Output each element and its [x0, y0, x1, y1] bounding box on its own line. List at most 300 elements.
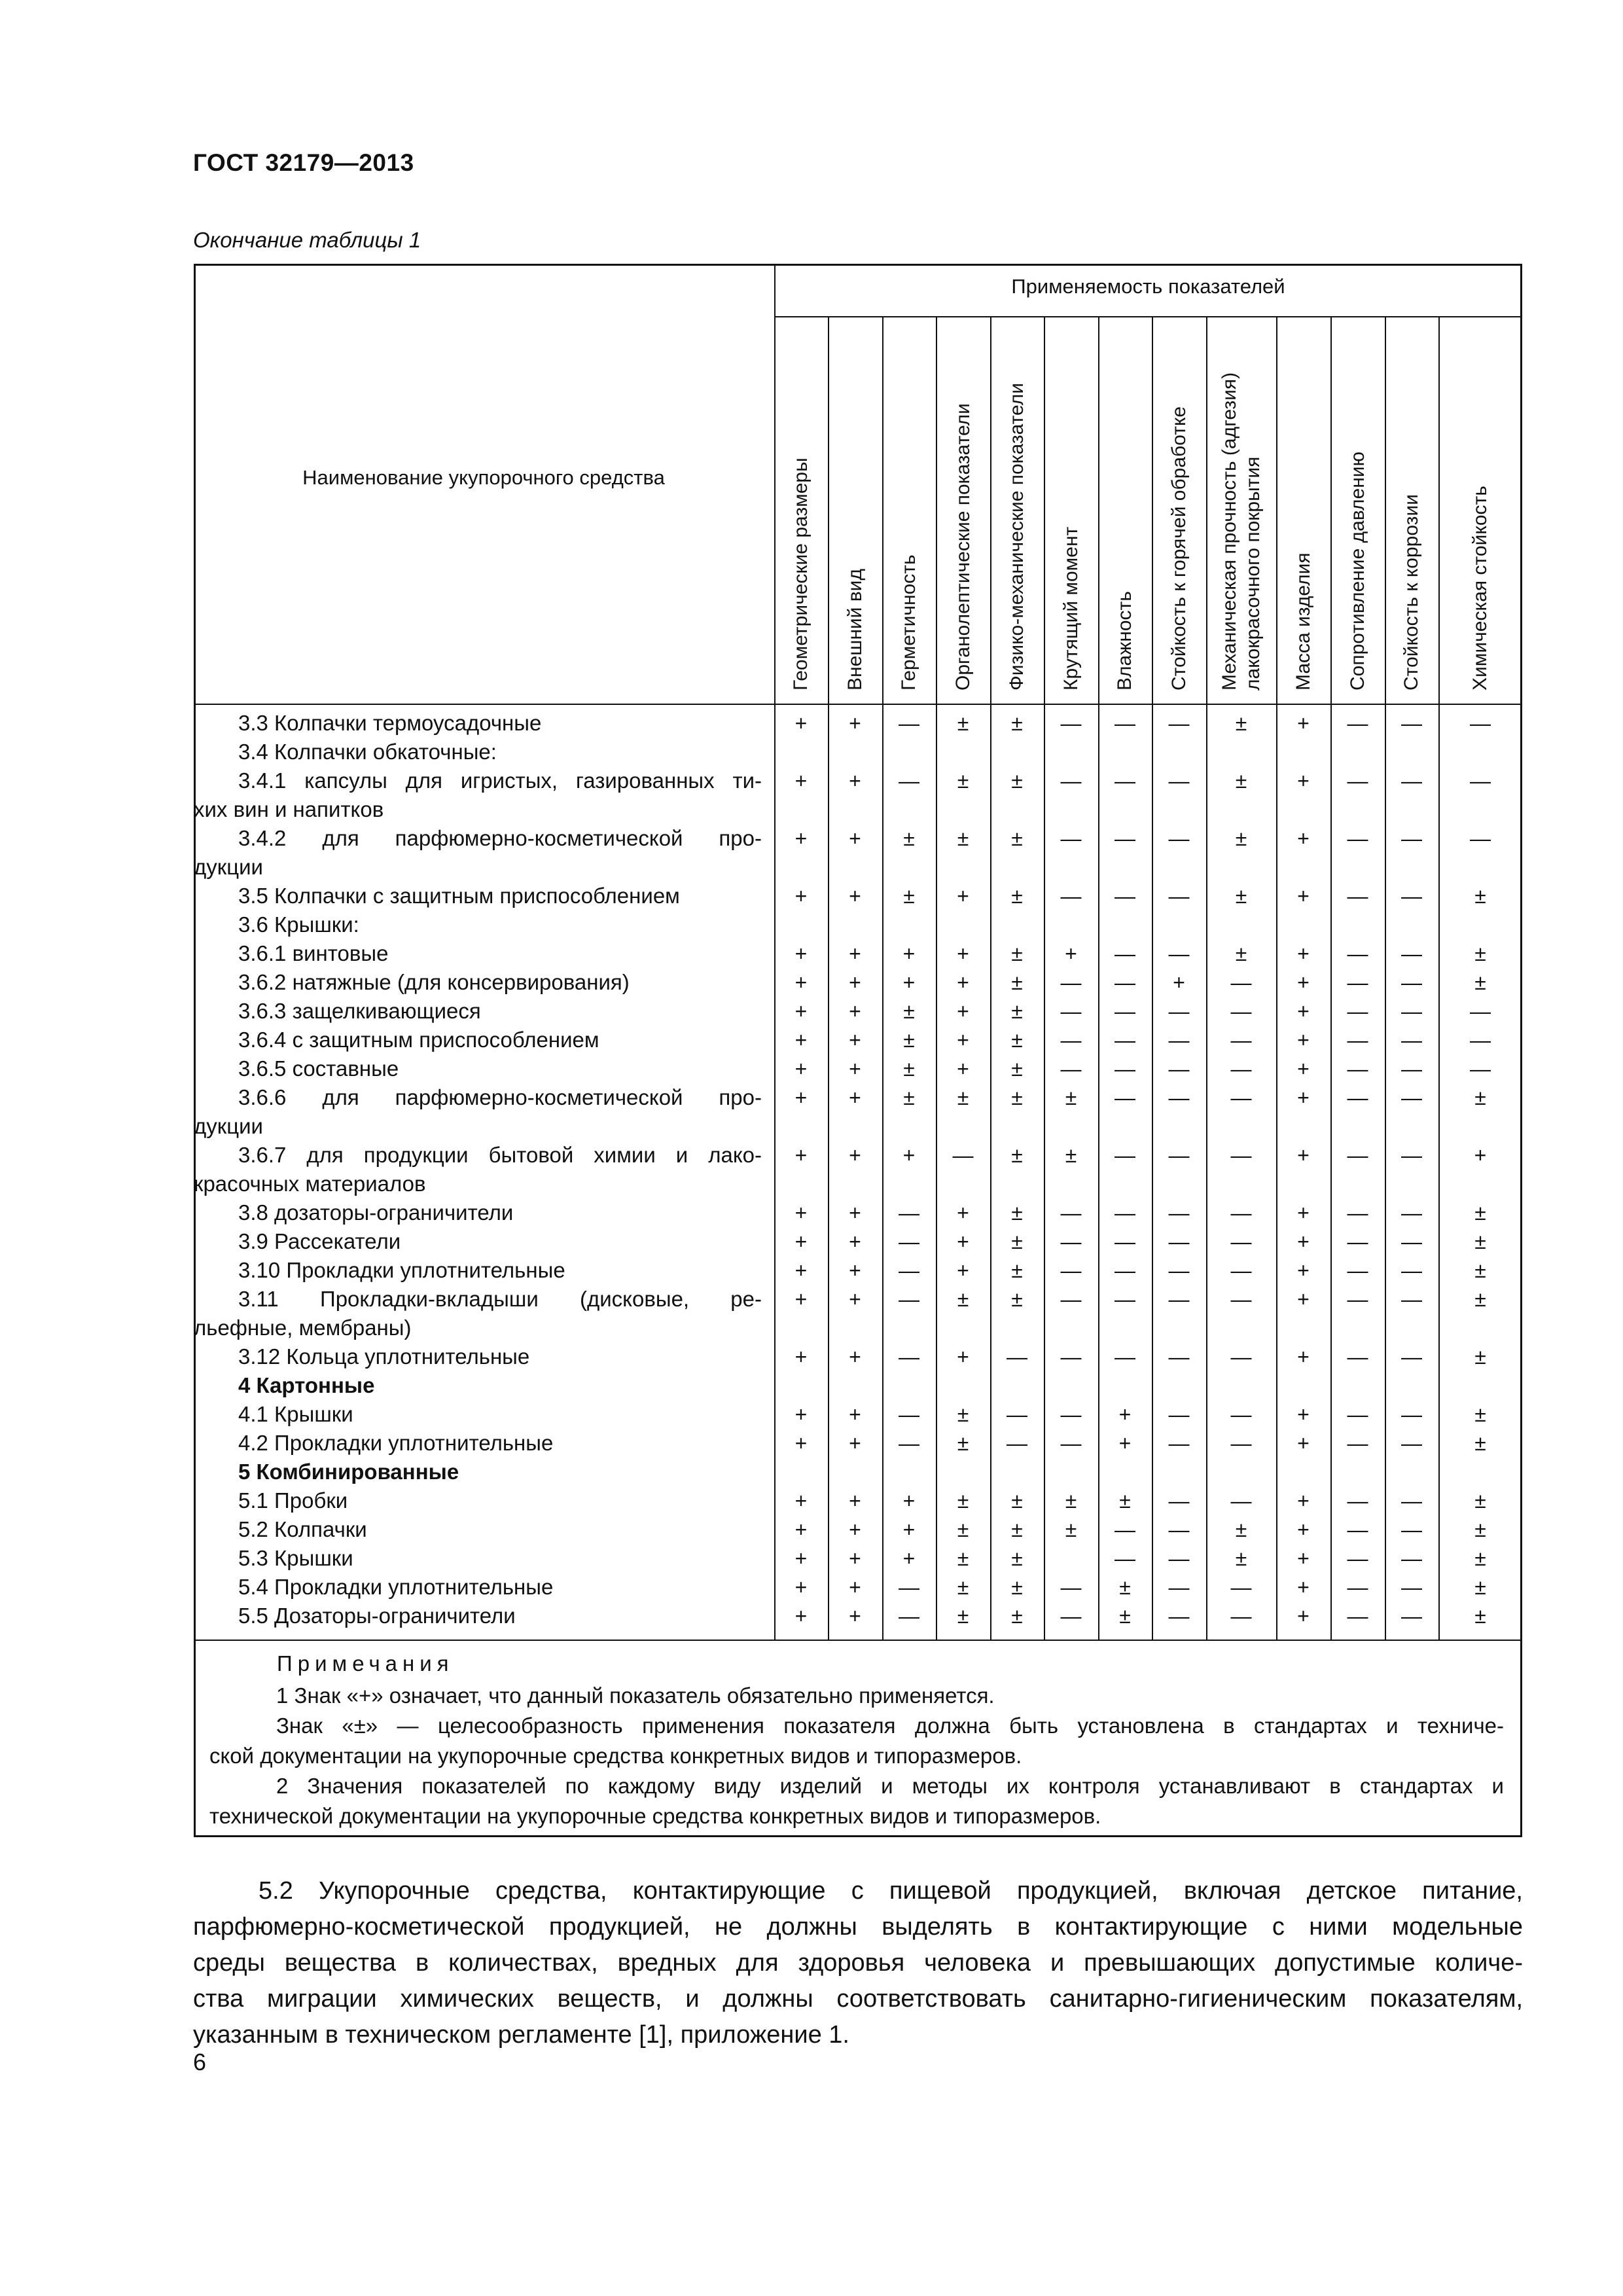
table-cell: +	[849, 1489, 861, 1513]
paragraph-line: указанным в техническом регламенте [1], приложение 1.	[193, 2021, 849, 2049]
table-cell: ±	[1474, 1604, 1486, 1628]
table-cell: +	[957, 1057, 969, 1081]
table-cell: —	[1060, 999, 1082, 1023]
table-cell: +	[957, 1201, 969, 1225]
table-cell: ±	[1011, 1287, 1023, 1311]
table-cell: —	[1347, 1345, 1368, 1369]
table-cell: ±	[1235, 884, 1247, 908]
column-border	[1044, 316, 1045, 1640]
column-header-line: Сопротивление давлению	[1346, 451, 1368, 691]
column-header	[1346, 452, 1370, 691]
table-cell: +	[849, 884, 861, 908]
table-cell: —	[1115, 942, 1135, 965]
table-cell: —	[1401, 1287, 1422, 1311]
column-header	[1400, 494, 1423, 691]
table-cell: —	[1401, 1259, 1422, 1282]
table-cell: ±	[903, 1057, 915, 1081]
table-cell: —	[1347, 971, 1368, 994]
table-cell: ±	[1474, 1259, 1486, 1282]
table-cell: +	[794, 999, 808, 1023]
table-cell: —	[1168, 827, 1190, 850]
table-cell: —	[1230, 1345, 1252, 1369]
column-border	[1330, 316, 1332, 1640]
table-cell: +	[1297, 711, 1310, 735]
table-cell: +	[957, 1230, 969, 1253]
table-cell: +	[794, 1345, 808, 1369]
row-name-line: 3.10 Прокладки уплотнительные	[238, 1258, 565, 1282]
table-cell: +	[1297, 1057, 1310, 1081]
column-header	[1060, 527, 1083, 691]
table-cell: ±	[1119, 1489, 1131, 1513]
table-cell: +	[1297, 1604, 1310, 1628]
table-cell: +	[849, 1431, 861, 1455]
table-cell: ±	[1474, 1230, 1486, 1253]
table-cell: ±	[1235, 1518, 1247, 1541]
table-cell: +	[1297, 1028, 1310, 1052]
row-name-line: 3.4.1 капсулы для игристых, газированных ти-	[238, 768, 762, 793]
row-name-line: 5 Комбинированные	[238, 1460, 459, 1484]
column-border	[1438, 316, 1440, 1640]
table-cell: —	[1230, 1028, 1252, 1052]
column-header-line: Химическая стойкость	[1469, 486, 1491, 691]
table-cell: —	[1401, 1489, 1422, 1513]
table-cell: ±	[1474, 1086, 1486, 1109]
table-cell: ±	[1011, 1259, 1023, 1282]
column-header-line: Стойкость к коррозии	[1400, 494, 1422, 691]
table-cell: +	[794, 1057, 808, 1081]
table-cell: —	[1347, 1201, 1368, 1225]
table-cell: +	[1297, 1345, 1310, 1369]
table-cell: +	[849, 1604, 861, 1628]
column-header-line: Крутящий момент	[1060, 526, 1082, 691]
row-name-line: льефные, мембраны)	[194, 1316, 412, 1340]
table-cell: —	[899, 1345, 919, 1369]
row-name-line: 3.4 Колпачки обкаточные:	[238, 740, 497, 764]
column-header	[1168, 406, 1191, 691]
row-name-line: 4.1 Крышки	[238, 1402, 353, 1426]
table-cell: —	[1230, 1287, 1252, 1311]
document-header: ГОСТ 32179—2013	[193, 149, 414, 176]
table-cell: +	[1297, 971, 1310, 994]
row-name-line: хих вин и напитков	[194, 797, 384, 821]
note-text: ской документации на укупорочные средства конкретных видов и типоразмеров.	[209, 1744, 1022, 1768]
table-cell: +	[1297, 1489, 1310, 1513]
table-cell: +	[1297, 769, 1310, 793]
table-cell: —	[1347, 1143, 1368, 1167]
table-cell: —	[1115, 1201, 1135, 1225]
column-header	[844, 569, 867, 691]
table-row-name	[238, 1256, 762, 1285]
table-cell: ±	[957, 1403, 969, 1426]
table-cell: ±	[1011, 999, 1023, 1023]
paragraph-line: парфюмерно-косметической продукцией, не должны выделять в контактирующие с ними модельные	[193, 1913, 1523, 1941]
paragraph-line: ства миграции химических веществ, и должны соответствовать санитарно-гигиеническим показателям,	[193, 1985, 1523, 2013]
note-line	[209, 1801, 1504, 1831]
column-border	[1098, 316, 1099, 1640]
note-line	[209, 1741, 1504, 1771]
table-cell: +	[902, 942, 916, 965]
table-cell: ±	[1474, 1403, 1486, 1426]
group-header-border	[774, 316, 1522, 317]
table-cell: +	[1297, 1143, 1310, 1167]
row-name-line: 3.12 Кольца уплотнительные	[238, 1344, 530, 1369]
table-cell: ±	[903, 1086, 915, 1109]
column-border	[936, 316, 937, 1640]
table-cell: —	[1115, 711, 1135, 735]
row-name-line: 4.2 Прокладки уплотнительные	[238, 1431, 554, 1455]
table-cell: —	[1470, 1028, 1491, 1052]
table-cell: —	[1060, 1431, 1082, 1455]
table-cell: —	[1347, 942, 1368, 965]
column-header	[1113, 591, 1137, 691]
table-cell: +	[794, 1259, 808, 1282]
table-cell: —	[1230, 1604, 1252, 1628]
table-row-name	[194, 824, 762, 882]
table-cell: +	[794, 1201, 808, 1225]
table-cell: ±	[903, 884, 915, 908]
table-cell: —	[1347, 1230, 1368, 1253]
table-row-name	[238, 1458, 762, 1486]
table-cell: —	[1060, 884, 1082, 908]
row-name-line: 3.6.3 защелкивающиеся	[238, 999, 481, 1023]
table-cell: ±	[1474, 971, 1486, 994]
table-cell: —	[1060, 1057, 1082, 1081]
table-cell: —	[1470, 999, 1491, 1023]
table-cell: +	[902, 1143, 916, 1167]
table-cell: —	[1115, 1345, 1135, 1369]
table-row-name	[238, 1400, 762, 1429]
table-cell: —	[1401, 1086, 1422, 1109]
table-row-name	[238, 1515, 762, 1544]
table-cell: —	[1168, 1403, 1190, 1426]
table-cell: +	[957, 971, 969, 994]
table-cell: ±	[1474, 1201, 1486, 1225]
row-name-line: 4 Картонные	[238, 1373, 375, 1397]
row-name-line: 3.6.1 винтовые	[238, 941, 389, 965]
table-cell: —	[1401, 1431, 1422, 1455]
paragraph-line: среды вещества в количествах, вредных для здоровья человека и превышающих допустимые количе-	[193, 1949, 1523, 1977]
row-name-line: 3.6.5 составные	[238, 1056, 399, 1081]
table-cell: ±	[1011, 827, 1023, 850]
table-cell: ±	[1011, 1547, 1023, 1570]
table-row-name	[238, 997, 762, 1026]
row-name-line: 3.6.2 натяжные (для консервирования)	[238, 970, 630, 994]
table-cell: +	[794, 1287, 808, 1311]
table-cell: —	[1401, 1403, 1422, 1426]
table-cell: —	[1401, 942, 1422, 965]
column-header-line: Органолептические показатели	[952, 403, 974, 691]
table-cell: +	[849, 1518, 861, 1541]
table-cell: ±	[1011, 1057, 1023, 1081]
table-cell: +	[794, 1143, 808, 1167]
table-cell: ±	[1474, 1345, 1486, 1369]
table-cell: —	[1060, 1259, 1082, 1282]
table-cell: +	[849, 1057, 861, 1081]
notes-top-border	[194, 1640, 1522, 1641]
table-cell: —	[1230, 1230, 1252, 1253]
table-cell: +	[849, 1345, 861, 1369]
table-cell: —	[1401, 999, 1422, 1023]
table-cell: +	[1065, 942, 1077, 965]
table-cell: —	[1168, 942, 1190, 965]
table-cell: —	[1347, 711, 1368, 735]
table-cell: —	[1060, 1230, 1082, 1253]
table-cell: —	[1060, 1287, 1082, 1311]
table-row-name	[194, 1083, 762, 1141]
table-row-name	[194, 766, 762, 824]
table-cell: ±	[1011, 942, 1023, 965]
table-cell: +	[794, 711, 808, 735]
table-cell: —	[1115, 1086, 1135, 1109]
column-border	[990, 316, 991, 1640]
row-name-line: 3.5 Колпачки с защитным приспособлением	[238, 884, 680, 908]
table-cell: —	[1347, 1431, 1368, 1455]
table-cell: —	[1230, 1259, 1252, 1282]
table-cell: —	[1115, 999, 1135, 1023]
table-cell: —	[1230, 1086, 1252, 1109]
table-cell: —	[1168, 1345, 1190, 1369]
table-cell: +	[849, 827, 861, 850]
table-cell: +	[957, 942, 969, 965]
note-text: 2 Значения показателей по каждому виду изделий и методы их контроля устанавливают в стандартах и	[276, 1774, 1504, 1798]
table-cell: —	[1230, 999, 1252, 1023]
row-name-line: красочных материалов	[194, 1172, 426, 1196]
table-cell: ±	[1011, 1201, 1023, 1225]
table-cell: —	[1347, 999, 1368, 1023]
table-cell: ±	[1011, 971, 1023, 994]
table-cell: +	[957, 999, 969, 1023]
table-cell: ±	[903, 827, 915, 850]
table-cell: ±	[903, 1028, 915, 1052]
table-cell: —	[1115, 1028, 1135, 1052]
table-cell: +	[794, 884, 808, 908]
table-cell: +	[794, 1431, 808, 1455]
table-cell: +	[849, 999, 861, 1023]
table-cell: +	[794, 1575, 808, 1599]
table-cell: +	[902, 971, 916, 994]
table-cell: —	[1060, 1575, 1082, 1599]
table-cell: —	[1230, 1201, 1252, 1225]
table-cell: —	[1168, 1287, 1190, 1311]
table-cell: —	[1401, 1057, 1422, 1081]
table-cell: —	[1168, 1518, 1190, 1541]
table-row-name	[238, 709, 762, 738]
row-name-line: 3.6.6 для парфюмерно-косметической про-	[238, 1085, 762, 1109]
table-cell: —	[1401, 884, 1422, 908]
table-cell: ±	[957, 1518, 969, 1541]
table-cell: +	[1297, 1518, 1310, 1541]
table-cell: —	[1060, 1604, 1082, 1628]
table-cell: +	[1297, 1403, 1310, 1426]
table-cell: +	[794, 1086, 808, 1109]
table-cell: —	[1230, 1403, 1252, 1426]
table-cell: —	[1115, 971, 1135, 994]
column-header	[1469, 486, 1492, 691]
table-cell: ±	[1011, 884, 1023, 908]
table-cell: ±	[1011, 1518, 1023, 1541]
table-cell: —	[1060, 971, 1082, 994]
table-cell: ±	[1474, 1431, 1486, 1455]
column-header-line: Геометрические размеры	[790, 457, 812, 691]
table-cell: ±	[1474, 942, 1486, 965]
table-cell: —	[1347, 1086, 1368, 1109]
table-cell: —	[1168, 769, 1190, 793]
table-cell: +	[1118, 1431, 1132, 1455]
table-row-name	[238, 1573, 762, 1602]
table-cell: +	[1297, 1547, 1310, 1570]
header-bottom-border	[194, 704, 1522, 705]
table-row-name	[238, 1227, 762, 1256]
column-header-line: Стойкость к горячей обработке	[1168, 406, 1190, 691]
table-cell: —	[1230, 1489, 1252, 1513]
table-cell: +	[1297, 1086, 1310, 1109]
table-cell: —	[1168, 711, 1190, 735]
table-cell: —	[1470, 711, 1491, 735]
table-cell: ±	[1011, 1604, 1023, 1628]
note-line	[209, 1711, 1504, 1741]
table-cell: —	[1470, 1057, 1491, 1081]
row-name-line: 3.11 Прокладки-вкладыши (дисковые, ре-	[238, 1287, 762, 1311]
column-border	[828, 316, 829, 1640]
table-cell: —	[1168, 1431, 1190, 1455]
row-name-line: 3.9 Рассекатели	[238, 1229, 401, 1253]
table-cell: ±	[1119, 1575, 1131, 1599]
table-cell: +	[1118, 1403, 1132, 1426]
row-name-line: 5.5 Дозаторы-ограничители	[238, 1604, 516, 1628]
table-cell: —	[1115, 1057, 1135, 1081]
table-cell: —	[1115, 1259, 1135, 1282]
table-row-name	[238, 1342, 762, 1371]
table-row-name	[194, 1141, 762, 1198]
row-name-line: дукции	[194, 1114, 263, 1138]
table-cell: ±	[1011, 711, 1023, 735]
table-cell: +	[849, 1086, 861, 1109]
table-cell: ±	[957, 1489, 969, 1513]
table-cell: —	[1007, 1345, 1027, 1369]
table-cell: +	[902, 1489, 916, 1513]
note-line	[209, 1771, 1504, 1801]
column-header-line: Масса изделия	[1292, 552, 1314, 691]
table-cell: —	[899, 1431, 919, 1455]
table-cell: ±	[957, 711, 969, 735]
table-cell: —	[1347, 1604, 1368, 1628]
table-cell: —	[1168, 884, 1190, 908]
table-cell: ±	[957, 1604, 969, 1628]
table-cell: ±	[1235, 827, 1247, 850]
table-cell: ±	[1474, 884, 1486, 908]
table-cell: ±	[1474, 1575, 1486, 1599]
table-cell: —	[1347, 1489, 1368, 1513]
table-cell: +	[849, 1259, 861, 1282]
table-cell: —	[1168, 999, 1190, 1023]
table-cell: ±	[957, 1547, 969, 1570]
table-cell: —	[1347, 1403, 1368, 1426]
table-cell: —	[1230, 1575, 1252, 1599]
table-cell: —	[1347, 1547, 1368, 1570]
table-cell: —	[1470, 827, 1491, 850]
table-cell: —	[1060, 1403, 1082, 1426]
table-cell: —	[1347, 1028, 1368, 1052]
table-cell: —	[899, 1403, 919, 1426]
table-row-name	[238, 738, 762, 766]
column-header	[1292, 552, 1315, 691]
name-column-header: Наименование укупорочного средства	[302, 466, 665, 489]
table-cell: ±	[1065, 1518, 1077, 1541]
table-cell: —	[1115, 1230, 1135, 1253]
table-cell: +	[849, 1403, 861, 1426]
table-cell: —	[1168, 1575, 1190, 1599]
table-cell: —	[1401, 711, 1422, 735]
table-cell: —	[1060, 827, 1082, 850]
table-cell: —	[899, 1230, 919, 1253]
table-cell: +	[902, 1547, 916, 1570]
table-cell: +	[957, 884, 969, 908]
table-cell: ±	[1235, 769, 1247, 793]
table-cell: +	[1297, 1201, 1310, 1225]
table-cell: +	[902, 1518, 916, 1541]
table-cell: —	[1401, 1143, 1422, 1167]
column-header-line: лакокрасочного покрытия	[1241, 456, 1264, 691]
table-cell: —	[1115, 1287, 1135, 1311]
table-cell: ±	[957, 1431, 969, 1455]
table-cell: —	[1168, 1143, 1190, 1167]
table-cell: —	[1347, 1575, 1368, 1599]
table-cell: —	[1168, 1028, 1190, 1052]
table-row-name	[238, 1486, 762, 1515]
row-name-line: 3.6.4 с защитным приспособлением	[238, 1028, 599, 1052]
notes-title: Примечания	[277, 1651, 454, 1676]
table-row-name	[238, 968, 762, 997]
table-cell: +	[849, 1287, 861, 1311]
table-cell: ±	[1474, 1518, 1486, 1541]
column-header-line: Герметичность	[898, 554, 919, 691]
table-cell: —	[1168, 1259, 1190, 1282]
table-row-name	[238, 1198, 762, 1227]
column-border	[882, 316, 883, 1640]
table-row-name	[238, 910, 762, 939]
table-row-name	[238, 1026, 762, 1054]
table-cell: ±	[957, 827, 969, 850]
table-cell: —	[899, 1201, 919, 1225]
table-cell: —	[1347, 1057, 1368, 1081]
table-cell: —	[1401, 1518, 1422, 1541]
row-name-line: дукции	[194, 855, 263, 879]
table-cell: —	[899, 1287, 919, 1311]
table-cell: +	[794, 1489, 808, 1513]
paragraph-line: 5.2 Укупорочные средства, контактирующие с пищевой продукцией, включая детское питание,	[259, 1877, 1523, 1905]
table-cell: —	[1168, 1086, 1190, 1109]
table-cell: +	[849, 971, 861, 994]
table-cell: —	[1230, 1143, 1252, 1167]
table-row-name	[238, 882, 762, 910]
table-cell: —	[1007, 1403, 1027, 1426]
note-line	[209, 1681, 1504, 1711]
column-header	[952, 403, 975, 691]
column-header-line: Механическая прочность (адгезия)	[1218, 372, 1240, 691]
table-cell: +	[794, 1230, 808, 1253]
row-name-line: 3.8 дозаторы-ограничители	[238, 1200, 514, 1225]
table-cell: —	[1060, 1345, 1082, 1369]
table-cell: ±	[1011, 1143, 1023, 1167]
table-cell: —	[1168, 1489, 1190, 1513]
table-cell: +	[794, 942, 808, 965]
table-cell: —	[1401, 769, 1422, 793]
row-name-line: 3.6 Крышки:	[238, 912, 359, 937]
table-cell: +	[1474, 1143, 1487, 1167]
table-cell: —	[1401, 1230, 1422, 1253]
table-cell: —	[1007, 1431, 1027, 1455]
table-cell: —	[1470, 769, 1491, 793]
